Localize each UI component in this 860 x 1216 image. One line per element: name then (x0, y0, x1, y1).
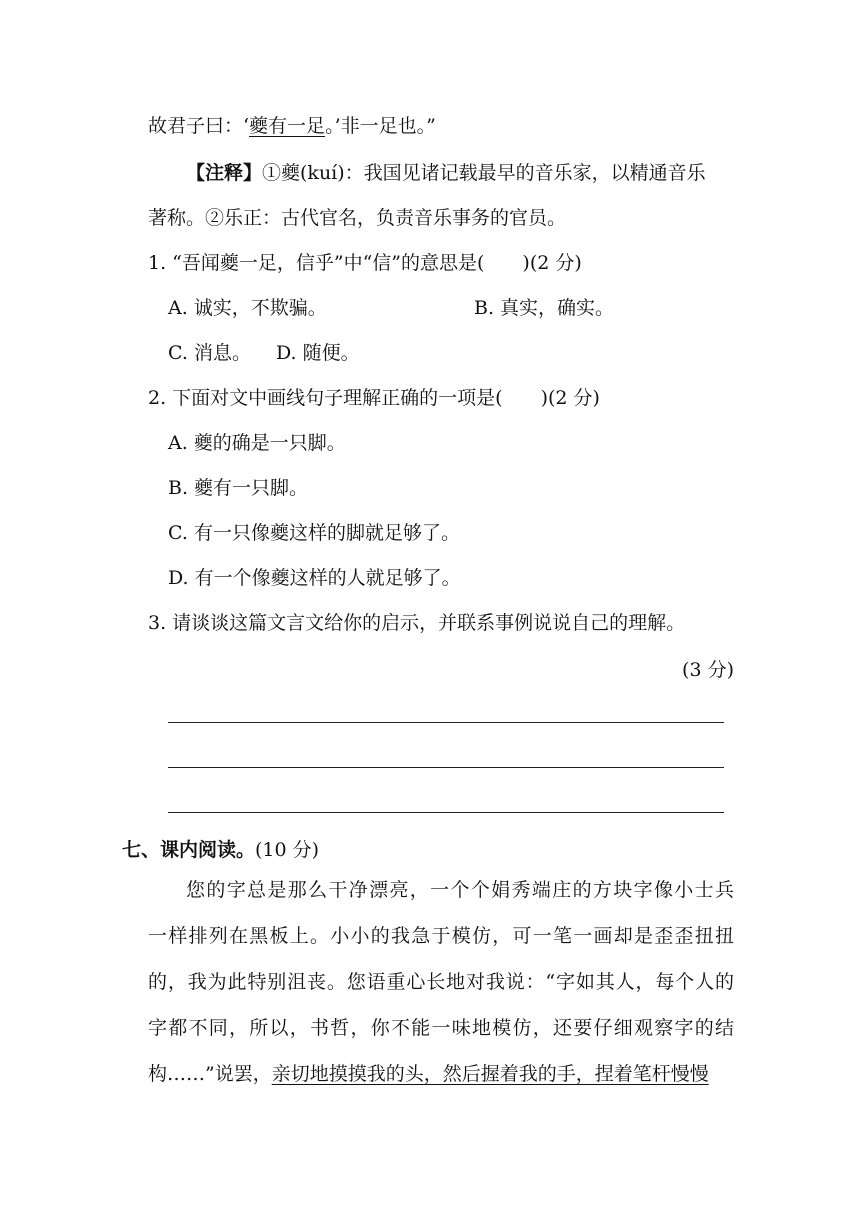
notes-line-2: 著称。②乐正：古代官名，负责音乐事务的官员。 (148, 207, 567, 229)
question-2-option-c: C. 有一只像夔这样的脚就足够了。 (168, 522, 460, 544)
section-7-para-line-1: 您的字总是那么干净漂亮，一个个娟秀端庄的方块字像小士兵 (186, 879, 734, 901)
question-3-stem: 3. 请谈谈这篇文言文给你的启示，并联系事例说说自己的理解。 (148, 612, 686, 634)
notes-line-1 (186, 159, 706, 187)
notes-label: 【注释】 (186, 162, 263, 184)
notes-text: ①夔(kuí)：我国见诸记载最早的音乐家，以精通音乐 (262, 162, 706, 184)
question-2-option-b: B. 夔有一只脚。 (168, 477, 309, 499)
section-7-para-line-2: 一样排列在黑板上。小小的我急于模仿，可一笔一画却是歪歪扭扭 (148, 925, 734, 947)
section-7-text: 构……”说罢， (148, 1063, 272, 1085)
underlined-sentence: 夔有一足 (249, 115, 326, 137)
question-3-score: (3 分) (682, 659, 734, 681)
section-7-para-line-5 (148, 1060, 709, 1088)
answer-line-2[interactable] (168, 767, 724, 768)
section-7-para-line-3: 的，我为此特别沮丧。您语重心长地对我说：“字如其人，每个人的 (148, 971, 734, 993)
question-1-stem: 1. “吾闻夔一足，信乎”中“信”的意思是( )(2 分) (148, 252, 582, 274)
question-1-option-b: B. 真实，确实。 (474, 297, 615, 319)
answer-line-1[interactable] (168, 722, 724, 723)
passage-line-1 (148, 112, 436, 140)
answer-line-3[interactable] (168, 812, 724, 813)
question-1-option-d: D. 随便。 (276, 342, 360, 364)
underlined-sentence: 亲切地摸摸我的头，然后握着我的手，捏着笔杆慢慢 (271, 1063, 709, 1085)
question-2-option-a: A. 夔的确是一只脚。 (168, 432, 346, 454)
question-1-option-a: A. 诚实，不欺骗。 (168, 297, 327, 319)
question-1-option-c: C. 消息。 (168, 342, 251, 364)
section-7-score: (10 分) (255, 839, 320, 861)
passage-text: 。’非一足也。” (325, 115, 436, 137)
question-2-option-d: D. 有一个像夔这样的人就足够了。 (168, 567, 461, 589)
section-7-para-line-4: 字都不同，所以，书哲，你不能一味地模仿，还要仔细观察字的结 (148, 1017, 734, 1039)
section-7-heading (122, 836, 319, 864)
section-7-title: 七、课内阅读。 (122, 839, 256, 861)
question-2-stem: 2. 下面对文中画线句子理解正确的一项是( )(2 分) (148, 387, 600, 409)
passage-text: 故君子曰：‘ (148, 115, 250, 137)
